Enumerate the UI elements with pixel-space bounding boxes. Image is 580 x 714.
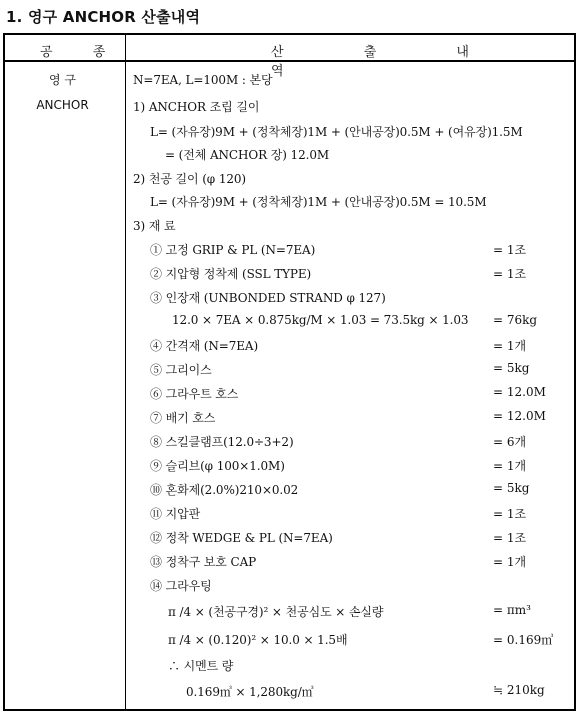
calc-result: = 1개	[493, 459, 527, 473]
calc-line: L= (자유장)9M + (정착체장)1M + (안내공장)0.5M = 10.5M	[150, 195, 487, 209]
calc-line: N=7EA, L=100M : 본당	[133, 73, 273, 87]
calc-line: ⑫ 정착 WEDGE & PL (N=7EA)	[150, 531, 333, 545]
calc-result: = 5kg	[493, 361, 530, 375]
calc-line: 2) 천공 길이 (φ 120)	[133, 172, 247, 186]
calc-line: ⑧ 스킬클램프(12.0÷3+2)	[150, 435, 294, 449]
calc-result: = 1개	[493, 555, 527, 569]
column-header-calculation: 산 출 내 역	[271, 45, 507, 79]
calc-line: = (전체 ANCHOR 장) 12.0M	[165, 148, 330, 162]
calc-line: L= (자유장)9M + (정착체장)1M + (안내공장)0.5M + (여유장)1.5M	[150, 125, 523, 139]
calc-result: = 0.169㎥	[493, 633, 554, 647]
work-type-name: 영 구	[49, 73, 76, 87]
calc-result: = πm³	[493, 603, 531, 617]
calc-result: = 1조	[493, 531, 527, 545]
calc-line: ∴ 시멘트 량	[168, 659, 234, 673]
column-header-work-type: 공 종	[40, 45, 124, 60]
calc-line: ③ 인장재 (UNBONDED STRAND φ 127)	[150, 291, 386, 305]
calc-line: ⑤ 그리이스	[150, 363, 212, 377]
calc-line: 3) 재 료	[133, 219, 176, 233]
calc-result: ≒ 210kg	[493, 683, 545, 697]
calc-line: ⑦ 배기 호스	[150, 411, 216, 425]
page-title: 1. 영구 ANCHOR 산출내역	[6, 8, 201, 26]
calc-line: ⑭ 그라우팅	[150, 579, 212, 593]
calc-result: = 6개	[493, 435, 527, 449]
calc-result: = 5kg	[493, 481, 530, 495]
calc-line: π /4 × (천공구경)² × 천공심도 × 손실량	[168, 605, 384, 619]
calc-line: ⑨ 슬리브(φ 100×1.0M)	[150, 459, 285, 473]
calc-result: = 12.0M	[493, 409, 546, 423]
calc-line: ② 지압형 정착제 (SSL TYPE)	[150, 267, 312, 281]
calc-line: ⑩ 혼화제(2.0%)210×0.02	[150, 483, 299, 497]
column-divider	[125, 33, 126, 711]
calc-line: ⑥ 그라우트 호스	[150, 387, 239, 401]
calc-line: 0.169㎥ × 1,280kg/㎥	[186, 685, 314, 699]
calc-result: = 1조	[493, 507, 527, 521]
calc-line: ⑪ 지압판	[150, 507, 201, 521]
calc-result: = 1조	[493, 267, 527, 281]
calc-result: = 1개	[493, 339, 527, 353]
calc-result: = 1조	[493, 243, 527, 257]
calc-line: ① 고정 GRIP & PL (N=7EA)	[150, 243, 316, 257]
calc-line: 12.0 × 7EA × 0.875kg/M × 1.03 = 73.5kg × 1.03	[172, 313, 469, 327]
calc-line: ④ 간격재 (N=7EA)	[150, 339, 259, 353]
calc-line: π /4 × (0.120)² × 10.0 × 1.5배	[168, 633, 348, 647]
calc-line: 1) ANCHOR 조립 길이	[133, 100, 260, 114]
work-type-name-2: ANCHOR	[36, 98, 89, 112]
calc-result: = 12.0M	[493, 385, 546, 399]
calc-line: ⑬ 정착구 보호 CAP	[150, 555, 257, 569]
calc-result: = 76kg	[493, 313, 538, 327]
